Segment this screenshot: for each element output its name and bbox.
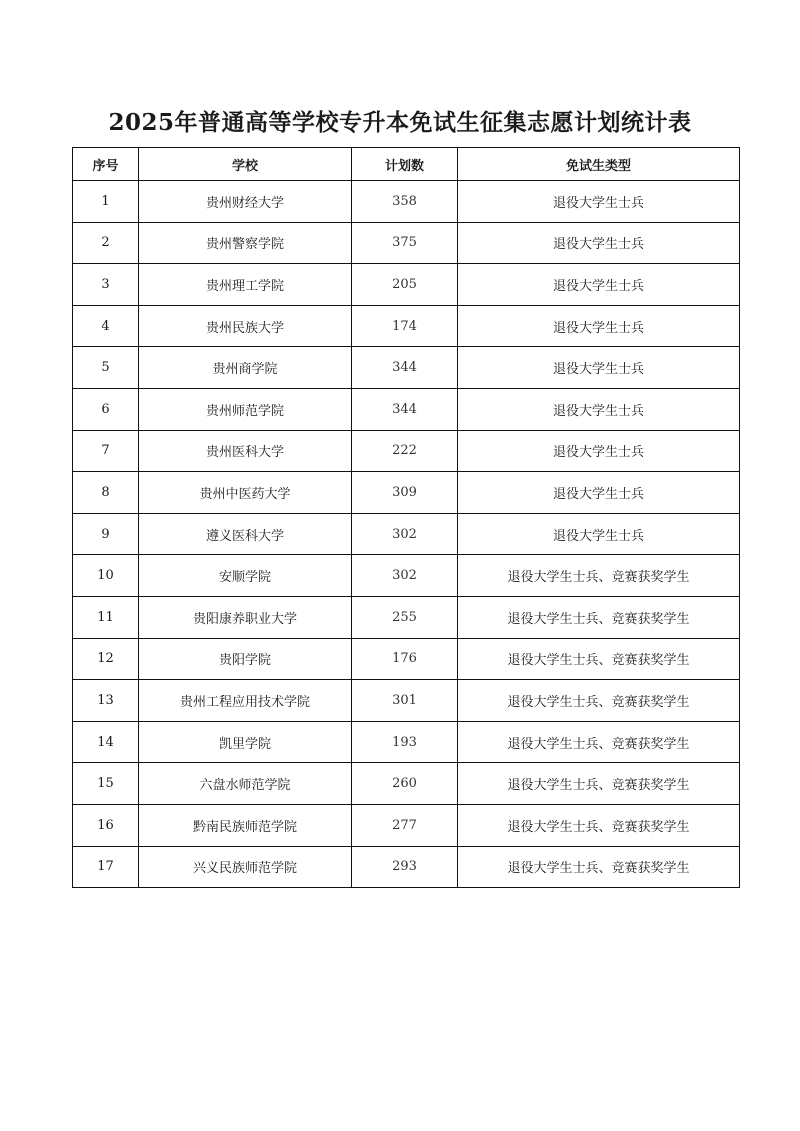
row-plan-cell: 302: [352, 555, 458, 597]
row-type-cell: 退役大学生士兵: [458, 388, 740, 430]
row-index-cell: 14: [73, 721, 139, 763]
row-plan-cell: 293: [352, 846, 458, 888]
row-plan-cell: 277: [352, 804, 458, 846]
row-plan-cell: 222: [352, 430, 458, 472]
header-school: 学校: [139, 148, 352, 181]
table-row: [73, 472, 740, 514]
table-row: [73, 222, 740, 264]
table-row: [73, 347, 740, 389]
row-type-cell: 退役大学生士兵: [458, 347, 740, 389]
table-row: [73, 721, 740, 763]
row-type-cell: 退役大学生士兵: [458, 181, 740, 223]
table-row: [73, 846, 740, 888]
table-row: [73, 638, 740, 680]
row-type-cell: 退役大学生士兵、竞赛获奖学生: [458, 555, 740, 597]
row-type-cell: 退役大学生士兵、竞赛获奖学生: [458, 596, 740, 638]
page-title: 2025年普通高等学校专升本免试生征集志愿计划统计表: [108, 109, 692, 136]
row-school-cell: 贵州师范学院: [139, 388, 352, 430]
row-plan-cell: 358: [352, 181, 458, 223]
row-plan-cell: 193: [352, 721, 458, 763]
table-row: [73, 388, 740, 430]
row-school-cell: 兴义民族师范学院: [139, 846, 352, 888]
row-index-cell: 5: [73, 347, 139, 389]
row-school-cell: 贵州民族大学: [139, 305, 352, 347]
table-body: [73, 181, 740, 888]
row-school-cell: 贵阳康养职业大学: [139, 596, 352, 638]
row-type-cell: 退役大学生士兵、竞赛获奖学生: [458, 763, 740, 805]
table-row: [73, 430, 740, 472]
row-type-cell: 退役大学生士兵: [458, 472, 740, 514]
row-index-cell: 8: [73, 472, 139, 514]
row-plan-cell: 255: [352, 596, 458, 638]
table-row: [73, 513, 740, 555]
row-school-cell: 贵州财经大学: [139, 181, 352, 223]
row-type-cell: 退役大学生士兵、竞赛获奖学生: [458, 804, 740, 846]
row-index-cell: 4: [73, 305, 139, 347]
row-index-cell: 7: [73, 430, 139, 472]
table-row: [73, 264, 740, 306]
row-type-cell: 退役大学生士兵、竞赛获奖学生: [458, 846, 740, 888]
row-type-cell: 退役大学生士兵、竞赛获奖学生: [458, 680, 740, 722]
row-plan-cell: 302: [352, 513, 458, 555]
row-school-cell: 遵义医科大学: [139, 513, 352, 555]
row-school-cell: 六盘水师范学院: [139, 763, 352, 805]
row-type-cell: 退役大学生士兵: [458, 430, 740, 472]
row-plan-cell: 205: [352, 264, 458, 306]
row-school-cell: 贵阳学院: [139, 638, 352, 680]
row-plan-cell: 344: [352, 388, 458, 430]
row-type-cell: 退役大学生士兵、竞赛获奖学生: [458, 638, 740, 680]
row-index-cell: 11: [73, 596, 139, 638]
table-row: [73, 763, 740, 805]
row-school-cell: 贵州工程应用技术学院: [139, 680, 352, 722]
row-index-cell: 2: [73, 222, 139, 264]
row-plan-cell: 375: [352, 222, 458, 264]
row-index-cell: 13: [73, 680, 139, 722]
row-plan-cell: 176: [352, 638, 458, 680]
row-plan-cell: 301: [352, 680, 458, 722]
row-school-cell: 凯里学院: [139, 721, 352, 763]
table-header-row: [73, 148, 740, 181]
row-index-cell: 17: [73, 846, 139, 888]
row-school-cell: 贵州医科大学: [139, 430, 352, 472]
row-type-cell: 退役大学生士兵: [458, 264, 740, 306]
row-plan-cell: 260: [352, 763, 458, 805]
row-plan-cell: 309: [352, 472, 458, 514]
row-type-cell: 退役大学生士兵: [458, 222, 740, 264]
header-index: 序号: [73, 148, 139, 181]
row-index-cell: 16: [73, 804, 139, 846]
row-index-cell: 6: [73, 388, 139, 430]
table-row: [73, 680, 740, 722]
table-row: [73, 596, 740, 638]
row-type-cell: 退役大学生士兵、竞赛获奖学生: [458, 721, 740, 763]
row-type-cell: 退役大学生士兵: [458, 305, 740, 347]
row-school-cell: 安顺学院: [139, 555, 352, 597]
table-row: [73, 804, 740, 846]
table-row: [73, 555, 740, 597]
row-index-cell: 9: [73, 513, 139, 555]
table-row: [73, 181, 740, 223]
row-school-cell: 黔南民族师范学院: [139, 804, 352, 846]
row-school-cell: 贵州理工学院: [139, 264, 352, 306]
row-plan-cell: 344: [352, 347, 458, 389]
plan-table: [72, 147, 740, 888]
row-plan-cell: 174: [352, 305, 458, 347]
row-school-cell: 贵州商学院: [139, 347, 352, 389]
row-index-cell: 15: [73, 763, 139, 805]
header-type: 免试生类型: [458, 148, 740, 181]
row-type-cell: 退役大学生士兵: [458, 513, 740, 555]
row-school-cell: 贵州中医药大学: [139, 472, 352, 514]
row-school-cell: 贵州警察学院: [139, 222, 352, 264]
row-index-cell: 3: [73, 264, 139, 306]
row-index-cell: 1: [73, 181, 139, 223]
row-index-cell: 12: [73, 638, 139, 680]
row-index-cell: 10: [73, 555, 139, 597]
header-plan: 计划数: [352, 148, 458, 181]
table-row: [73, 305, 740, 347]
